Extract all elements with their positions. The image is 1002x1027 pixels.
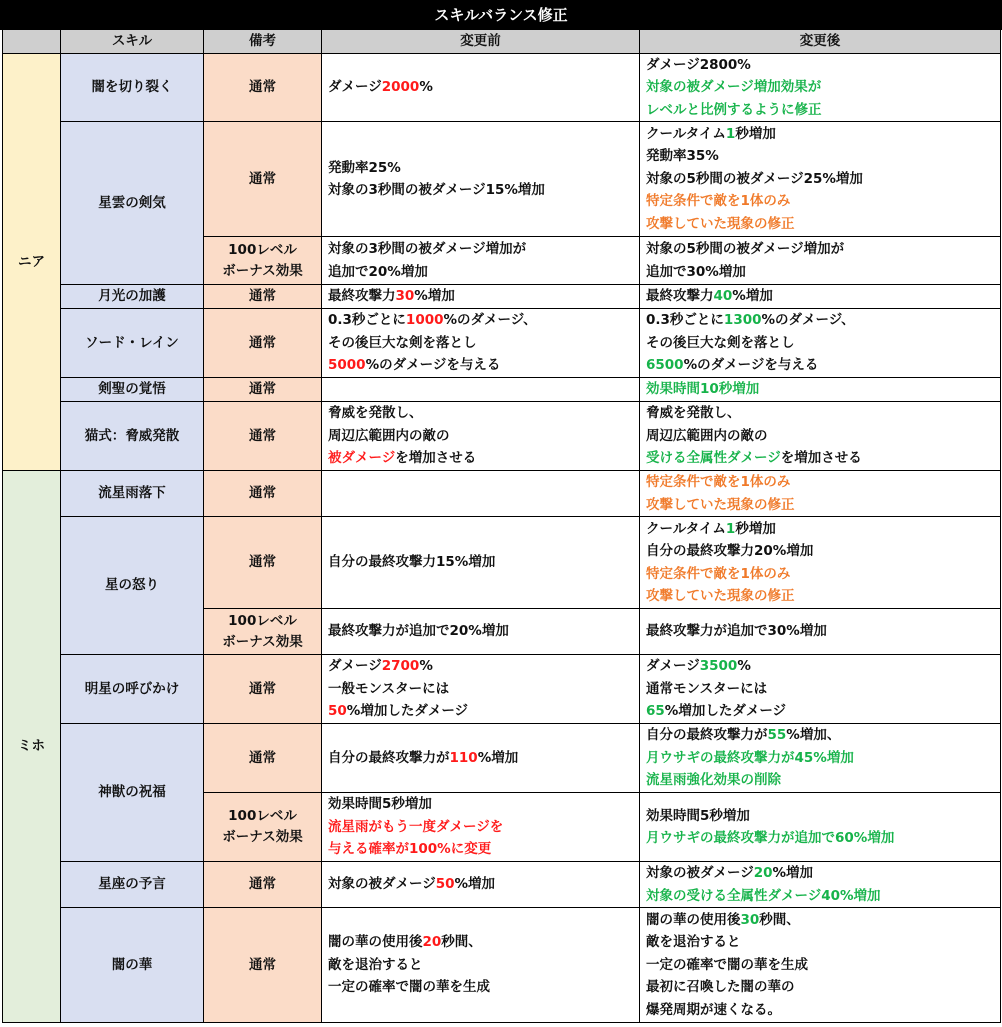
before-cell bbox=[322, 609, 640, 655]
before-cell bbox=[322, 655, 640, 724]
skill-name: 明星の呼びかけ bbox=[61, 655, 204, 724]
cell-text: %増加 bbox=[454, 876, 496, 893]
highlight-text: 特定条件で敵を1体のみ bbox=[646, 474, 791, 490]
skill-name: 猫式：脅威発散 bbox=[61, 402, 204, 471]
highlight-text: 1 bbox=[725, 520, 736, 537]
highlight-text: 1300 bbox=[723, 312, 762, 329]
highlight-text: 与える確率が100%に変更 bbox=[328, 841, 492, 858]
cell-text: を増加させる bbox=[780, 450, 862, 467]
cell-line bbox=[328, 551, 633, 574]
cell-line bbox=[646, 99, 994, 122]
cell-line bbox=[646, 805, 994, 828]
table-row bbox=[3, 53, 1001, 122]
cell-text: 脅威を発散し、 bbox=[328, 405, 423, 422]
cell-line bbox=[328, 179, 633, 202]
highlight-text: 攻撃していた現象の修正 bbox=[646, 496, 795, 513]
cell-line bbox=[328, 700, 633, 723]
cell-text: 最終攻撃力 bbox=[646, 288, 714, 305]
cell-line bbox=[646, 976, 994, 999]
cell-text: 周辺広範囲内の敵の bbox=[646, 427, 768, 444]
cell-line bbox=[646, 447, 994, 470]
cell-line bbox=[646, 309, 994, 332]
note-line: 100レベル bbox=[228, 808, 297, 824]
cell-text: 自分の最終攻撃力15%増加 bbox=[328, 554, 496, 571]
cell-text: 最初に召喚した闇の華の bbox=[646, 979, 795, 996]
cell-line bbox=[328, 678, 633, 701]
cell-line bbox=[646, 954, 994, 977]
note-line: 通常 bbox=[249, 956, 276, 973]
highlight-text: 効果時間10秒増加 bbox=[646, 381, 760, 398]
cell-line bbox=[646, 563, 994, 586]
cell-text: 対象の5秒間の被ダメージ増加が bbox=[646, 241, 845, 257]
highlight-text: 流星雨強化効果の削除 bbox=[646, 772, 781, 789]
highlight-text: 特定条件で敵を1体のみ bbox=[646, 565, 791, 582]
note-cell bbox=[204, 517, 322, 609]
highlight-text: 被ダメージ bbox=[328, 450, 396, 467]
highlight-text: 65 bbox=[646, 703, 665, 720]
note-line: 通常 bbox=[249, 427, 276, 444]
cell-line bbox=[646, 145, 994, 168]
table-row bbox=[3, 378, 1001, 402]
cell-text: クールタイム bbox=[646, 520, 726, 537]
note-cell bbox=[204, 655, 322, 724]
cell-text: %増加 bbox=[477, 749, 519, 766]
cell-line bbox=[328, 285, 633, 308]
cell-text: その後巨大な剣を落とし bbox=[646, 334, 795, 351]
header-note: 備考 bbox=[204, 30, 322, 54]
cell-text: 周辺広範囲内の敵の bbox=[328, 427, 450, 444]
cell-line bbox=[328, 620, 633, 643]
cell-line bbox=[646, 285, 994, 308]
before-cell bbox=[322, 908, 640, 1023]
header-character bbox=[3, 30, 61, 54]
cell-text: 敵を退治すると bbox=[328, 956, 423, 973]
note-cell bbox=[204, 53, 322, 122]
after-cell bbox=[640, 724, 1001, 793]
cell-text: 自分の最終攻撃力が bbox=[646, 727, 768, 744]
cell-text: 発動率35% bbox=[646, 148, 719, 165]
cell-text: 秒間、 bbox=[759, 911, 800, 928]
cell-text: % bbox=[419, 79, 433, 95]
cell-line bbox=[646, 123, 994, 146]
note-cell bbox=[204, 724, 322, 793]
note-line: 100レベル bbox=[228, 241, 297, 258]
table-row bbox=[3, 517, 1001, 609]
highlight-text: 流星雨がもう一度ダメージを bbox=[328, 818, 504, 835]
cell-text: 一定の確率で闇の華を生成 bbox=[646, 956, 808, 973]
before-cell bbox=[322, 378, 640, 402]
note-cell bbox=[204, 908, 322, 1023]
cell-line bbox=[646, 655, 994, 678]
cell-line bbox=[646, 213, 994, 236]
cell-line bbox=[646, 402, 994, 425]
cell-text: 秒増加 bbox=[735, 125, 776, 142]
cell-line bbox=[646, 540, 994, 563]
highlight-text: 110 bbox=[449, 749, 478, 766]
table-row bbox=[3, 285, 1001, 309]
before-cell bbox=[322, 724, 640, 793]
cell-text: 最終攻撃力が追加で30%増加 bbox=[646, 623, 827, 640]
after-cell bbox=[640, 862, 1001, 908]
after-cell bbox=[640, 517, 1001, 609]
note-line: 通常 bbox=[249, 749, 276, 766]
after-cell bbox=[640, 402, 1001, 471]
cell-text: 0.3秒ごとに bbox=[646, 312, 724, 329]
highlight-text: 20 bbox=[753, 865, 773, 881]
cell-line bbox=[328, 238, 633, 261]
cell-text: % bbox=[419, 658, 433, 675]
note-line: 通常 bbox=[249, 485, 276, 501]
cell-text: %増加 bbox=[732, 288, 773, 305]
highlight-text: 3500 bbox=[699, 658, 738, 675]
after-cell bbox=[640, 237, 1001, 285]
note-line: 通常 bbox=[249, 288, 276, 304]
highlight-text: 受ける全属性ダメージ bbox=[646, 450, 781, 467]
highlight-text: 1000 bbox=[405, 312, 444, 329]
skill-name: 剣聖の覚悟 bbox=[61, 378, 204, 402]
note-line: ボーナス効果 bbox=[222, 633, 303, 650]
skill-name: 神獣の祝福 bbox=[61, 724, 204, 862]
skill-name: 闇を切り裂く bbox=[61, 53, 204, 122]
note-cell bbox=[204, 862, 322, 908]
character-cell-mio: ミホ bbox=[3, 471, 61, 1023]
cell-line bbox=[646, 54, 994, 77]
after-cell bbox=[640, 378, 1001, 402]
table-row bbox=[3, 402, 1001, 471]
cell-text: クールタイム bbox=[646, 125, 726, 142]
cell-line bbox=[328, 402, 633, 425]
cell-line bbox=[328, 976, 633, 999]
table-row bbox=[3, 122, 1001, 237]
highlight-text: 6500 bbox=[646, 357, 684, 374]
cell-text: 追加で30%増加 bbox=[646, 263, 746, 280]
cell-text: 闇の華の使用後 bbox=[646, 911, 741, 928]
highlight-text: 2000 bbox=[381, 79, 420, 95]
table-row bbox=[3, 309, 1001, 378]
highlight-text: 5000 bbox=[328, 357, 366, 374]
cell-line bbox=[328, 309, 633, 332]
after-cell bbox=[640, 285, 1001, 309]
after-cell bbox=[640, 471, 1001, 517]
cell-line bbox=[646, 378, 994, 401]
cell-text: ダメージ2800% bbox=[646, 56, 751, 73]
header-after: 変更後 bbox=[640, 30, 1001, 54]
cell-line bbox=[646, 700, 994, 723]
cell-line bbox=[646, 190, 994, 213]
cell-text: 最終攻撃力が追加で20%増加 bbox=[328, 623, 509, 640]
table-row bbox=[3, 862, 1001, 908]
highlight-text: 月ウサギの最終攻撃力が追加で60%増加 bbox=[646, 830, 895, 846]
note-line: 通常 bbox=[249, 381, 276, 397]
highlight-text: 30 bbox=[395, 288, 415, 305]
before-cell bbox=[322, 862, 640, 908]
cell-text: %増加したダメージ bbox=[664, 703, 787, 720]
skill-name: 星雲の剣気 bbox=[61, 122, 204, 285]
cell-line bbox=[328, 332, 633, 355]
highlight-text: 対象の被ダメージ増加効果が bbox=[646, 79, 822, 95]
cell-text: ダメージ bbox=[646, 658, 700, 675]
highlight-text: 攻撃していた現象の修正 bbox=[646, 588, 795, 604]
cell-line bbox=[646, 494, 994, 517]
cell-text: 脅威を発散し、 bbox=[646, 405, 741, 422]
cell-text: 効果時間5秒増加 bbox=[328, 796, 432, 813]
cell-text: 自分の最終攻撃力が bbox=[328, 749, 450, 766]
cell-text: %のダメージ、 bbox=[761, 312, 855, 329]
cell-text: 対象の被ダメージ bbox=[328, 876, 436, 893]
cell-text: 通常モンスターには bbox=[646, 680, 768, 697]
cell-line bbox=[646, 678, 994, 701]
highlight-text: 30 bbox=[740, 911, 760, 928]
cell-line bbox=[646, 261, 994, 284]
skill-name: 星座の予言 bbox=[61, 862, 204, 908]
table-row bbox=[3, 471, 1001, 517]
cell-line bbox=[646, 620, 994, 643]
note-line: ボーナス効果 bbox=[222, 829, 303, 845]
cell-text: 追加で20%増加 bbox=[328, 263, 428, 280]
cell-text: 秒増加 bbox=[735, 520, 776, 537]
table-row bbox=[3, 908, 1001, 1023]
cell-text: 闇の華の使用後 bbox=[328, 934, 423, 951]
after-cell bbox=[640, 122, 1001, 237]
cell-line bbox=[646, 931, 994, 954]
after-cell bbox=[640, 655, 1001, 724]
cell-text: %増加 bbox=[772, 865, 814, 881]
note-line: ボーナス効果 bbox=[222, 262, 303, 279]
table-row bbox=[3, 724, 1001, 793]
note-line: 通常 bbox=[249, 170, 276, 187]
highlight-text: 特定条件で敵を1体のみ bbox=[646, 193, 791, 210]
note-cell bbox=[204, 122, 322, 237]
header-row bbox=[3, 30, 1001, 54]
character-cell-nia: ニア bbox=[3, 53, 61, 471]
cell-text: 対象の3秒間の被ダメージ増加が bbox=[328, 241, 527, 257]
cell-text: 対象の3秒間の被ダメージ15%増加 bbox=[328, 182, 545, 198]
cell-line bbox=[328, 261, 633, 284]
highlight-text: 対象の受ける全属性ダメージ40%増加 bbox=[646, 887, 881, 904]
cell-line bbox=[646, 76, 994, 99]
skill-balance-table bbox=[2, 29, 1001, 1023]
cell-text: % bbox=[737, 658, 751, 675]
cell-line bbox=[328, 655, 633, 678]
before-cell bbox=[322, 122, 640, 237]
cell-text: %のダメージを与える bbox=[365, 357, 501, 374]
note-cell bbox=[204, 237, 322, 285]
cell-text: 対象の被ダメージ bbox=[646, 865, 754, 881]
before-cell bbox=[322, 237, 640, 285]
note-cell bbox=[204, 402, 322, 471]
highlight-text: 50 bbox=[435, 876, 455, 893]
before-cell bbox=[322, 793, 640, 862]
note-line: 通常 bbox=[249, 876, 276, 892]
highlight-text: 55 bbox=[767, 727, 787, 744]
cell-line bbox=[328, 931, 633, 954]
before-cell bbox=[322, 471, 640, 517]
cell-text: %のダメージを与える bbox=[683, 357, 819, 374]
cell-text: 秒間、 bbox=[441, 934, 482, 951]
cell-line bbox=[328, 873, 633, 896]
cell-line bbox=[646, 425, 994, 448]
cell-line bbox=[646, 862, 994, 885]
cell-line bbox=[646, 518, 994, 541]
before-cell bbox=[322, 309, 640, 378]
highlight-text: 2700 bbox=[381, 658, 420, 675]
cell-line bbox=[328, 157, 633, 180]
cell-text: 0.3秒ごとに bbox=[328, 312, 406, 329]
cell-line bbox=[328, 447, 633, 470]
cell-line bbox=[646, 238, 994, 261]
cell-line bbox=[328, 76, 633, 99]
cell-line bbox=[646, 585, 994, 608]
before-cell bbox=[322, 53, 640, 122]
cell-text: 発動率25% bbox=[328, 159, 401, 176]
note-cell bbox=[204, 285, 322, 309]
note-cell bbox=[204, 309, 322, 378]
note-line: 通常 bbox=[249, 334, 276, 351]
after-cell bbox=[640, 793, 1001, 862]
note-cell bbox=[204, 793, 322, 862]
highlight-text: 50 bbox=[328, 703, 347, 720]
cell-text: %増加 bbox=[414, 288, 455, 305]
note-cell bbox=[204, 471, 322, 517]
after-cell bbox=[640, 609, 1001, 655]
header-skill: スキル bbox=[61, 30, 204, 54]
cell-line bbox=[328, 354, 633, 377]
cell-text: 敵を退治すると bbox=[646, 934, 741, 951]
note-line: 通常 bbox=[249, 554, 276, 570]
cell-line bbox=[328, 954, 633, 977]
after-cell bbox=[640, 309, 1001, 378]
skill-name: 闇の華 bbox=[61, 908, 204, 1023]
note-cell bbox=[204, 609, 322, 655]
cell-text: %増加したダメージ bbox=[346, 703, 469, 720]
cell-text: を増加させる bbox=[395, 450, 477, 467]
cell-text: 爆発周期が速くなる。 bbox=[646, 1001, 781, 1018]
cell-line bbox=[646, 769, 994, 792]
highlight-text: 1 bbox=[725, 125, 736, 142]
cell-text: その後巨大な剣を落とし bbox=[328, 334, 477, 351]
cell-line bbox=[646, 747, 994, 770]
highlight-text: 20 bbox=[422, 934, 442, 951]
table-title: スキルバランス修正 bbox=[0, 0, 1002, 30]
cell-line bbox=[646, 354, 994, 377]
cell-line bbox=[328, 425, 633, 448]
note-cell bbox=[204, 378, 322, 402]
table-row bbox=[3, 655, 1001, 724]
highlight-text: 攻撃していた現象の修正 bbox=[646, 215, 795, 232]
cell-line bbox=[646, 724, 994, 747]
cell-text: %のダメージ、 bbox=[443, 312, 537, 329]
cell-line bbox=[646, 885, 994, 908]
cell-line bbox=[328, 838, 633, 861]
cell-line bbox=[328, 816, 633, 839]
cell-line bbox=[646, 168, 994, 191]
note-line: 通常 bbox=[249, 680, 276, 697]
cell-line bbox=[646, 909, 994, 932]
cell-line bbox=[328, 747, 633, 770]
skill-name: 月光の加護 bbox=[61, 285, 204, 309]
header-before: 変更前 bbox=[322, 30, 640, 54]
note-line: 100レベル bbox=[228, 612, 297, 629]
before-cell bbox=[322, 285, 640, 309]
cell-text: 一定の確率で闇の華を生成 bbox=[328, 979, 490, 996]
cell-text: %増加、 bbox=[786, 727, 841, 744]
cell-line bbox=[646, 999, 994, 1022]
cell-text: 一般モンスターには bbox=[328, 680, 450, 697]
note-line: 通常 bbox=[249, 78, 276, 95]
cell-line bbox=[328, 793, 633, 816]
cell-line bbox=[646, 332, 994, 355]
highlight-text: 40 bbox=[713, 288, 733, 305]
cell-text: ダメージ bbox=[328, 658, 382, 675]
after-cell bbox=[640, 53, 1001, 122]
cell-text: 自分の最終攻撃力20%増加 bbox=[646, 543, 814, 559]
before-cell bbox=[322, 402, 640, 471]
skill-name: 星の怒り bbox=[61, 517, 204, 655]
cell-text: ダメージ bbox=[328, 79, 382, 95]
before-cell bbox=[322, 517, 640, 609]
cell-text: 最終攻撃力 bbox=[328, 288, 396, 305]
cell-text: 対象の5秒間の被ダメージ25%増加 bbox=[646, 170, 863, 187]
cell-text: 効果時間5秒増加 bbox=[646, 807, 750, 824]
skill-name: 流星雨落下 bbox=[61, 471, 204, 517]
cell-line bbox=[646, 827, 994, 850]
skill-name: ソード・レイン bbox=[61, 309, 204, 378]
cell-line bbox=[646, 471, 994, 494]
highlight-text: レベルと比例するように修正 bbox=[646, 101, 822, 118]
highlight-text: 月ウサギの最終攻撃力が45%増加 bbox=[646, 749, 854, 766]
after-cell bbox=[640, 908, 1001, 1023]
